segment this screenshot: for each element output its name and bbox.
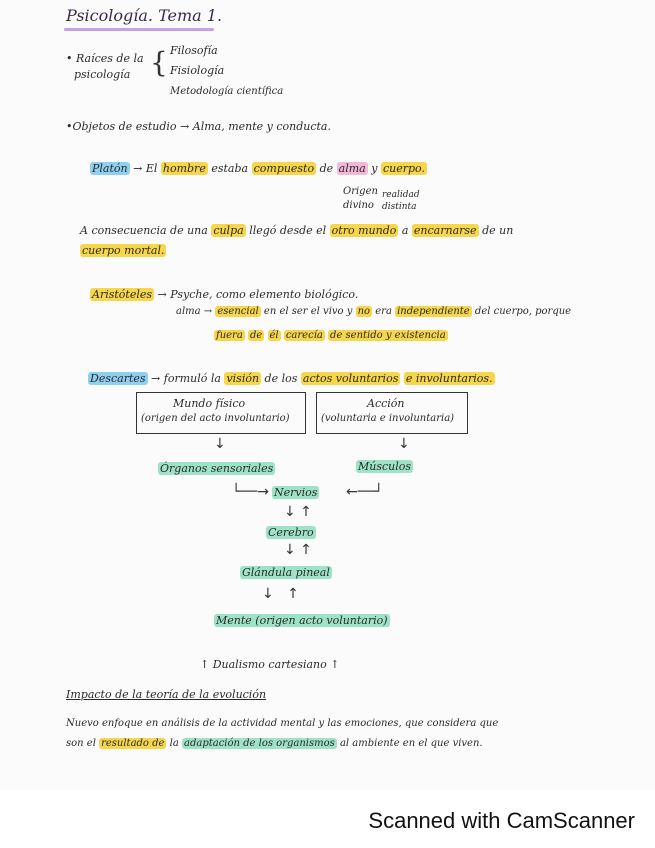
dualismo-cartesiano: ↑ Dualismo cartesiano ↑ — [200, 658, 340, 671]
raices-label-1: • Raíces de la — [66, 52, 144, 65]
arrow-down-2: ↓ — [398, 436, 410, 452]
raices-item-3: Metodología científica — [170, 86, 284, 97]
arrow-down-1: ↓ — [214, 436, 226, 452]
arrow-updown-3: ↓ ↑ — [262, 586, 299, 602]
raices-item-2: Fisiología — [170, 64, 225, 77]
aristoteles-line-3: fuera de él carecía de sentido y existencia — [216, 330, 446, 341]
platon-line: Platón → El hombre estaba compuesto de alma y cuerpo. — [92, 162, 425, 175]
arrow-from-nervios: ←──┘ — [346, 484, 384, 500]
impacto-line-1: Nuevo enfoque en análisis de la actividad mental y las emociones, que considera que — [66, 718, 499, 729]
arrow-to-nervios: └──→ — [232, 484, 270, 500]
objetos-line: •Objetos de estudio → Alma, mente y conducta. — [66, 120, 331, 133]
origen-2: divino — [343, 200, 374, 211]
aristoteles-line-1: Aristóteles → Psyche, como elemento biológico. — [92, 288, 359, 301]
raices-label-2: psicología — [74, 68, 131, 81]
title-underline — [64, 28, 214, 31]
origen-1: Origen — [343, 186, 378, 197]
arrow-updown-1: ↓ ↑ — [284, 504, 312, 520]
impacto-line-2: son el resultado de la adaptación de los organismos al ambiente en el que viven. — [66, 738, 483, 749]
raices-brace: { — [150, 46, 168, 79]
realidad-2: distinta — [382, 202, 417, 212]
musculos: Músculos — [358, 460, 412, 473]
aristoteles-line-2: alma → esencial en el ser el vivo y no era independiente del cuerpo, porque — [176, 306, 572, 317]
box-mundo-fisico: Mundo físico (origen del acto involuntario) — [136, 392, 306, 434]
impacto-heading: Impacto de la teoría de la evolución — [66, 688, 267, 701]
aristoteles-name: Aristóteles — [92, 288, 153, 301]
descartes-name: Descartes — [90, 372, 146, 385]
platon-name: Platón — [92, 162, 128, 175]
glandula-pineal: Glándula pineal — [242, 566, 330, 579]
mente: Mente (origen acto voluntario) — [216, 614, 388, 627]
platon-consecuencia-2: cuerpo mortal. — [82, 244, 165, 257]
cerebro: Cerebro — [268, 526, 314, 539]
arrow-updown-2: ↓ ↑ — [284, 542, 312, 558]
box-accion: Acción (voluntaria e involuntaria) — [316, 392, 468, 434]
nervios: Nervios — [274, 486, 318, 499]
platon-consecuencia-1: A consecuencia de una culpa llegó desde el otro mundo a encarnarse de un — [80, 224, 514, 237]
camscanner-watermark: Scanned with CamScanner — [368, 808, 635, 833]
page-title: Psicología. Tema 1. — [66, 6, 223, 25]
raices-item-1: Filosofía — [170, 44, 218, 57]
realidad-1: realidad — [382, 190, 420, 200]
descartes-line: Descartes → formuló la visión de los actos voluntarios e involuntarios. — [90, 372, 493, 385]
organos-sensoriales: Órganos sensoriales — [160, 462, 274, 475]
